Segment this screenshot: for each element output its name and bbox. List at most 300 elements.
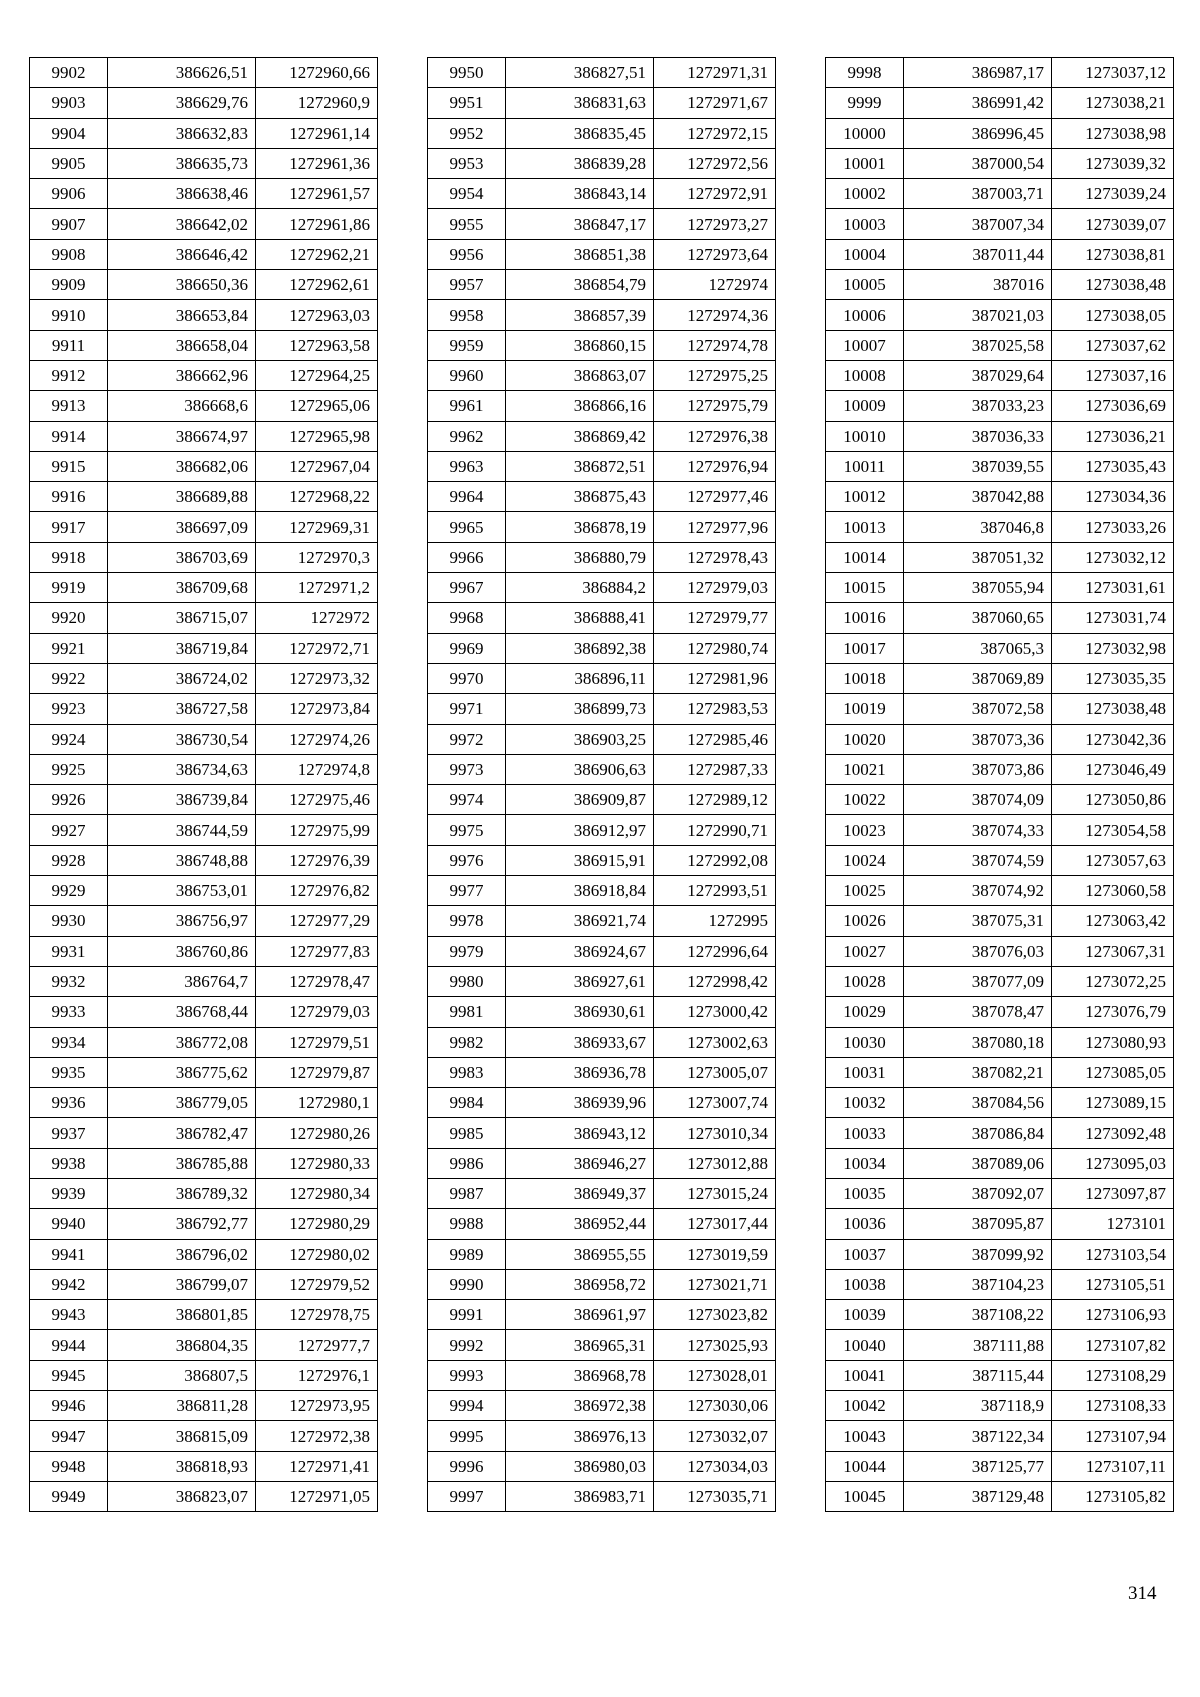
table-row (30, 997, 378, 1027)
table-row (826, 1057, 1174, 1087)
point-number-cell: 9909 (30, 270, 108, 300)
y-coordinate-cell: 1273097,87 (1052, 1178, 1174, 1208)
x-coordinate-cell: 386906,63 (506, 754, 654, 784)
table-row (428, 542, 776, 572)
x-coordinate-cell: 386921,74 (506, 906, 654, 936)
x-coordinate-cell: 386851,38 (506, 239, 654, 269)
x-coordinate-cell: 386949,37 (506, 1178, 654, 1208)
point-number-cell: 9988 (428, 1209, 506, 1239)
point-number-cell: 9903 (30, 88, 108, 118)
y-coordinate-cell: 1273080,93 (1052, 1027, 1174, 1057)
point-number-cell: 10026 (826, 906, 904, 936)
y-coordinate-cell: 1272980,1 (256, 1088, 378, 1118)
y-coordinate-cell: 1273063,42 (1052, 906, 1174, 936)
y-coordinate-cell: 1273107,82 (1052, 1330, 1174, 1360)
y-coordinate-cell: 1272974,8 (256, 754, 378, 784)
point-number-cell: 9936 (30, 1088, 108, 1118)
table-row (428, 512, 776, 542)
table-row (30, 1360, 378, 1390)
point-number-cell: 9966 (428, 542, 506, 572)
point-number-cell: 9925 (30, 754, 108, 784)
y-coordinate-cell: 1273057,63 (1052, 845, 1174, 875)
x-coordinate-cell: 386801,85 (108, 1300, 256, 1330)
y-coordinate-cell: 1272961,14 (256, 118, 378, 148)
point-number-cell: 9932 (30, 966, 108, 996)
table-row (30, 1027, 378, 1057)
table-row (428, 815, 776, 845)
x-coordinate-cell: 387055,94 (904, 573, 1052, 603)
point-number-cell: 10018 (826, 663, 904, 693)
y-coordinate-cell: 1273105,51 (1052, 1269, 1174, 1299)
point-number-cell: 9923 (30, 694, 108, 724)
x-coordinate-cell: 386918,84 (506, 876, 654, 906)
x-coordinate-cell: 387007,34 (904, 209, 1052, 239)
y-coordinate-cell: 1272975,46 (256, 785, 378, 815)
table-row (428, 1057, 776, 1087)
x-coordinate-cell: 387111,88 (904, 1330, 1052, 1360)
x-coordinate-cell: 387099,92 (904, 1239, 1052, 1269)
x-coordinate-cell: 386668,6 (108, 391, 256, 421)
table-row (826, 391, 1174, 421)
table-row (826, 845, 1174, 875)
point-number-cell: 9963 (428, 451, 506, 481)
table-row (30, 148, 378, 178)
y-coordinate-cell: 1272963,58 (256, 330, 378, 360)
y-coordinate-cell: 1273038,48 (1052, 270, 1174, 300)
y-coordinate-cell: 1272976,94 (654, 451, 776, 481)
table-row (30, 1300, 378, 1330)
x-coordinate-cell: 386888,41 (506, 603, 654, 633)
y-coordinate-cell: 1272967,04 (256, 451, 378, 481)
table-row (826, 330, 1174, 360)
x-coordinate-cell: 386866,16 (506, 391, 654, 421)
x-coordinate-cell: 386892,38 (506, 633, 654, 663)
y-coordinate-cell: 1272981,96 (654, 663, 776, 693)
table-row (30, 391, 378, 421)
y-coordinate-cell: 1272985,46 (654, 724, 776, 754)
x-coordinate-cell: 386933,67 (506, 1027, 654, 1057)
x-coordinate-cell: 386847,17 (506, 209, 654, 239)
y-coordinate-cell: 1273038,05 (1052, 300, 1174, 330)
point-number-cell: 9943 (30, 1300, 108, 1330)
x-coordinate-cell: 386626,51 (108, 58, 256, 88)
table-row (826, 1300, 1174, 1330)
table-row (428, 391, 776, 421)
y-coordinate-cell: 1273039,07 (1052, 209, 1174, 239)
table-row (30, 633, 378, 663)
coordinate-table-2 (427, 57, 776, 1512)
x-coordinate-cell: 387104,23 (904, 1269, 1052, 1299)
x-coordinate-cell: 387021,03 (904, 300, 1052, 330)
table-row (30, 936, 378, 966)
x-coordinate-cell: 386869,42 (506, 421, 654, 451)
y-coordinate-cell: 1272973,32 (256, 663, 378, 693)
y-coordinate-cell: 1272973,27 (654, 209, 776, 239)
x-coordinate-cell: 386642,02 (108, 209, 256, 239)
table-row (428, 785, 776, 815)
y-coordinate-cell: 1272993,51 (654, 876, 776, 906)
table-row (826, 936, 1174, 966)
point-number-cell: 10003 (826, 209, 904, 239)
table-row (826, 1391, 1174, 1421)
x-coordinate-cell: 387033,23 (904, 391, 1052, 421)
table-row (30, 1451, 378, 1481)
point-number-cell: 9921 (30, 633, 108, 663)
x-coordinate-cell: 386936,78 (506, 1057, 654, 1087)
x-coordinate-cell: 386872,51 (506, 451, 654, 481)
point-number-cell: 10010 (826, 421, 904, 451)
table-row (30, 118, 378, 148)
table-row (826, 694, 1174, 724)
x-coordinate-cell: 386912,97 (506, 815, 654, 845)
table-row (30, 663, 378, 693)
x-coordinate-cell: 386958,72 (506, 1269, 654, 1299)
x-coordinate-cell: 386976,13 (506, 1421, 654, 1451)
table-row (30, 270, 378, 300)
table-row (30, 694, 378, 724)
table-row (428, 118, 776, 148)
table-row (826, 512, 1174, 542)
y-coordinate-cell: 1273042,36 (1052, 724, 1174, 754)
point-number-cell: 10011 (826, 451, 904, 481)
point-number-cell: 9918 (30, 542, 108, 572)
point-number-cell: 9973 (428, 754, 506, 784)
table-row (30, 330, 378, 360)
y-coordinate-cell: 1273037,62 (1052, 330, 1174, 360)
point-number-cell: 9980 (428, 966, 506, 996)
table-row (30, 785, 378, 815)
table-row (826, 300, 1174, 330)
x-coordinate-cell: 386674,97 (108, 421, 256, 451)
y-coordinate-cell: 1272969,31 (256, 512, 378, 542)
table-row (428, 58, 776, 88)
x-coordinate-cell: 386968,78 (506, 1360, 654, 1390)
point-number-cell: 10029 (826, 997, 904, 1027)
y-coordinate-cell: 1273031,61 (1052, 573, 1174, 603)
y-coordinate-cell: 1273023,82 (654, 1300, 776, 1330)
y-coordinate-cell: 1272976,38 (654, 421, 776, 451)
y-coordinate-cell: 1272978,75 (256, 1300, 378, 1330)
table-row (428, 1269, 776, 1299)
point-number-cell: 10013 (826, 512, 904, 542)
y-coordinate-cell: 1272977,83 (256, 936, 378, 966)
y-coordinate-cell: 1272976,39 (256, 845, 378, 875)
table-row (428, 603, 776, 633)
point-number-cell: 9989 (428, 1239, 506, 1269)
x-coordinate-cell: 386924,67 (506, 936, 654, 966)
x-coordinate-cell: 387086,84 (904, 1118, 1052, 1148)
point-number-cell: 9933 (30, 997, 108, 1027)
table-row (30, 512, 378, 542)
y-coordinate-cell: 1272975,79 (654, 391, 776, 421)
table-row (30, 1239, 378, 1269)
point-number-cell: 9998 (826, 58, 904, 88)
point-number-cell: 9956 (428, 239, 506, 269)
y-coordinate-cell: 1273050,86 (1052, 785, 1174, 815)
y-coordinate-cell: 1273101 (1052, 1209, 1174, 1239)
y-coordinate-cell: 1273108,33 (1052, 1391, 1174, 1421)
point-number-cell: 9937 (30, 1118, 108, 1148)
y-coordinate-cell: 1273017,44 (654, 1209, 776, 1239)
table-row (826, 876, 1174, 906)
x-coordinate-cell: 387080,18 (904, 1027, 1052, 1057)
point-number-cell: 9928 (30, 845, 108, 875)
y-coordinate-cell: 1272979,51 (256, 1027, 378, 1057)
y-coordinate-cell: 1273089,15 (1052, 1088, 1174, 1118)
y-coordinate-cell: 1273038,21 (1052, 88, 1174, 118)
x-coordinate-cell: 387074,33 (904, 815, 1052, 845)
table-row (826, 1027, 1174, 1057)
y-coordinate-cell: 1273106,93 (1052, 1300, 1174, 1330)
table-row (30, 1209, 378, 1239)
point-number-cell: 10032 (826, 1088, 904, 1118)
point-number-cell: 9961 (428, 391, 506, 421)
table-row (428, 1088, 776, 1118)
y-coordinate-cell: 1273107,11 (1052, 1451, 1174, 1481)
table-row (826, 179, 1174, 209)
table-row (826, 1148, 1174, 1178)
y-coordinate-cell: 1272965,06 (256, 391, 378, 421)
y-coordinate-cell: 1273031,74 (1052, 603, 1174, 633)
point-number-cell: 9938 (30, 1148, 108, 1178)
table-row (428, 421, 776, 451)
point-number-cell: 9924 (30, 724, 108, 754)
point-number-cell: 9983 (428, 1057, 506, 1087)
table-row (826, 1209, 1174, 1239)
y-coordinate-cell: 1273035,71 (654, 1481, 776, 1511)
point-number-cell: 9974 (428, 785, 506, 815)
x-coordinate-cell: 386807,5 (108, 1360, 256, 1390)
table-row (826, 603, 1174, 633)
x-coordinate-cell: 386987,17 (904, 58, 1052, 88)
x-coordinate-cell: 387039,55 (904, 451, 1052, 481)
coordinate-table-3 (825, 57, 1174, 1512)
y-coordinate-cell: 1273034,03 (654, 1451, 776, 1481)
x-coordinate-cell: 386756,97 (108, 906, 256, 936)
y-coordinate-cell: 1272972,71 (256, 633, 378, 663)
x-coordinate-cell: 386946,27 (506, 1148, 654, 1178)
x-coordinate-cell: 386955,55 (506, 1239, 654, 1269)
y-coordinate-cell: 1272964,25 (256, 360, 378, 390)
table-row (428, 1239, 776, 1269)
table-row (30, 58, 378, 88)
table-row (428, 845, 776, 875)
point-number-cell: 9939 (30, 1178, 108, 1208)
y-coordinate-cell: 1272979,87 (256, 1057, 378, 1087)
table-row (30, 573, 378, 603)
table-row (428, 1209, 776, 1239)
point-number-cell: 10015 (826, 573, 904, 603)
y-coordinate-cell: 1273039,24 (1052, 179, 1174, 209)
point-number-cell: 9990 (428, 1269, 506, 1299)
table-row (826, 724, 1174, 754)
table-row (428, 1178, 776, 1208)
y-coordinate-cell: 1272965,98 (256, 421, 378, 451)
point-number-cell: 9902 (30, 58, 108, 88)
table-row (428, 997, 776, 1027)
table-row (30, 1118, 378, 1148)
x-coordinate-cell: 386980,03 (506, 1451, 654, 1481)
point-number-cell: 10024 (826, 845, 904, 875)
y-coordinate-cell: 1273000,42 (654, 997, 776, 1027)
x-coordinate-cell: 386646,42 (108, 239, 256, 269)
y-coordinate-cell: 1272961,36 (256, 148, 378, 178)
table-row (428, 1300, 776, 1330)
x-coordinate-cell: 387125,77 (904, 1451, 1052, 1481)
table-row (428, 209, 776, 239)
x-coordinate-cell: 386896,11 (506, 663, 654, 693)
y-coordinate-cell: 1272971,31 (654, 58, 776, 88)
point-number-cell: 10006 (826, 300, 904, 330)
point-number-cell: 10009 (826, 391, 904, 421)
x-coordinate-cell: 386632,83 (108, 118, 256, 148)
point-number-cell: 10002 (826, 179, 904, 209)
y-coordinate-cell: 1272961,57 (256, 179, 378, 209)
table-row (826, 754, 1174, 784)
point-number-cell: 10037 (826, 1239, 904, 1269)
x-coordinate-cell: 387042,88 (904, 482, 1052, 512)
table-row (826, 663, 1174, 693)
y-coordinate-cell: 1272978,47 (256, 966, 378, 996)
point-number-cell: 10030 (826, 1027, 904, 1057)
x-coordinate-cell: 387016 (904, 270, 1052, 300)
x-coordinate-cell: 386983,71 (506, 1481, 654, 1511)
x-coordinate-cell: 386792,77 (108, 1209, 256, 1239)
table-row (826, 270, 1174, 300)
x-coordinate-cell: 386697,09 (108, 512, 256, 542)
x-coordinate-cell: 386878,19 (506, 512, 654, 542)
table-row (30, 179, 378, 209)
x-coordinate-cell: 386734,63 (108, 754, 256, 784)
table-row (428, 936, 776, 966)
point-number-cell: 10012 (826, 482, 904, 512)
x-coordinate-cell: 386782,47 (108, 1118, 256, 1148)
point-number-cell: 9946 (30, 1391, 108, 1421)
y-coordinate-cell: 1272960,66 (256, 58, 378, 88)
point-number-cell: 9911 (30, 330, 108, 360)
x-coordinate-cell: 387074,92 (904, 876, 1052, 906)
point-number-cell: 9910 (30, 300, 108, 330)
table-row (428, 179, 776, 209)
x-coordinate-cell: 386764,7 (108, 966, 256, 996)
x-coordinate-cell: 386811,28 (108, 1391, 256, 1421)
point-number-cell: 9955 (428, 209, 506, 239)
point-number-cell: 9927 (30, 815, 108, 845)
y-coordinate-cell: 1273035,43 (1052, 451, 1174, 481)
table-row (30, 603, 378, 633)
x-coordinate-cell: 386709,68 (108, 573, 256, 603)
table-row (428, 1421, 776, 1451)
x-coordinate-cell: 387029,64 (904, 360, 1052, 390)
x-coordinate-cell: 386635,73 (108, 148, 256, 178)
point-number-cell: 10034 (826, 1148, 904, 1178)
point-number-cell: 9976 (428, 845, 506, 875)
point-number-cell: 10036 (826, 1209, 904, 1239)
point-number-cell: 10033 (826, 1118, 904, 1148)
y-coordinate-cell: 1273037,16 (1052, 360, 1174, 390)
table-row (30, 1421, 378, 1451)
x-coordinate-cell: 386772,08 (108, 1027, 256, 1057)
x-coordinate-cell: 387075,31 (904, 906, 1052, 936)
y-coordinate-cell: 1273107,94 (1052, 1421, 1174, 1451)
y-coordinate-cell: 1272977,96 (654, 512, 776, 542)
point-number-cell: 9993 (428, 1360, 506, 1390)
table-row (826, 360, 1174, 390)
table-row (428, 330, 776, 360)
y-coordinate-cell: 1272977,46 (654, 482, 776, 512)
point-number-cell: 9941 (30, 1239, 108, 1269)
point-number-cell: 9907 (30, 209, 108, 239)
y-coordinate-cell: 1273046,49 (1052, 754, 1174, 784)
x-coordinate-cell: 386927,61 (506, 966, 654, 996)
x-coordinate-cell: 387025,58 (904, 330, 1052, 360)
y-coordinate-cell: 1272975,25 (654, 360, 776, 390)
y-coordinate-cell: 1272980,26 (256, 1118, 378, 1148)
point-number-cell: 10017 (826, 633, 904, 663)
y-coordinate-cell: 1272962,61 (256, 270, 378, 300)
x-coordinate-cell: 386799,07 (108, 1269, 256, 1299)
y-coordinate-cell: 1272976,82 (256, 876, 378, 906)
y-coordinate-cell: 1272990,71 (654, 815, 776, 845)
point-number-cell: 9948 (30, 1451, 108, 1481)
point-number-cell: 9935 (30, 1057, 108, 1087)
y-coordinate-cell: 1272971,67 (654, 88, 776, 118)
x-coordinate-cell: 387108,22 (904, 1300, 1052, 1330)
x-coordinate-cell: 386899,73 (506, 694, 654, 724)
table-row (826, 815, 1174, 845)
y-coordinate-cell: 1273032,12 (1052, 542, 1174, 572)
y-coordinate-cell: 1272971,05 (256, 1481, 378, 1511)
x-coordinate-cell: 387046,8 (904, 512, 1052, 542)
table-row (428, 663, 776, 693)
y-coordinate-cell: 1272974,36 (654, 300, 776, 330)
table-row (30, 754, 378, 784)
y-coordinate-cell: 1272979,52 (256, 1269, 378, 1299)
y-coordinate-cell: 1272971,2 (256, 573, 378, 603)
point-number-cell: 10000 (826, 118, 904, 148)
point-number-cell: 10004 (826, 239, 904, 269)
x-coordinate-cell: 387074,09 (904, 785, 1052, 815)
table-row (428, 1118, 776, 1148)
x-coordinate-cell: 386996,45 (904, 118, 1052, 148)
point-number-cell: 9929 (30, 876, 108, 906)
point-number-cell: 9960 (428, 360, 506, 390)
table-row (826, 421, 1174, 451)
point-number-cell: 9975 (428, 815, 506, 845)
y-coordinate-cell: 1272971,41 (256, 1451, 378, 1481)
y-coordinate-cell: 1273039,32 (1052, 148, 1174, 178)
coordinate-table-1 (29, 57, 378, 1512)
point-number-cell: 9967 (428, 573, 506, 603)
x-coordinate-cell: 386943,12 (506, 1118, 654, 1148)
table-row (30, 845, 378, 875)
table-row (30, 1391, 378, 1421)
y-coordinate-cell: 1273067,31 (1052, 936, 1174, 966)
x-coordinate-cell: 386903,25 (506, 724, 654, 754)
y-coordinate-cell: 1272980,33 (256, 1148, 378, 1178)
point-number-cell: 9982 (428, 1027, 506, 1057)
y-coordinate-cell: 1272977,7 (256, 1330, 378, 1360)
x-coordinate-cell: 386880,79 (506, 542, 654, 572)
point-number-cell: 9951 (428, 88, 506, 118)
table-row (826, 88, 1174, 118)
y-coordinate-cell: 1273032,98 (1052, 633, 1174, 663)
table-row (30, 876, 378, 906)
x-coordinate-cell: 386779,05 (108, 1088, 256, 1118)
y-coordinate-cell: 1272973,95 (256, 1391, 378, 1421)
point-number-cell: 9999 (826, 88, 904, 118)
point-number-cell: 10039 (826, 1300, 904, 1330)
